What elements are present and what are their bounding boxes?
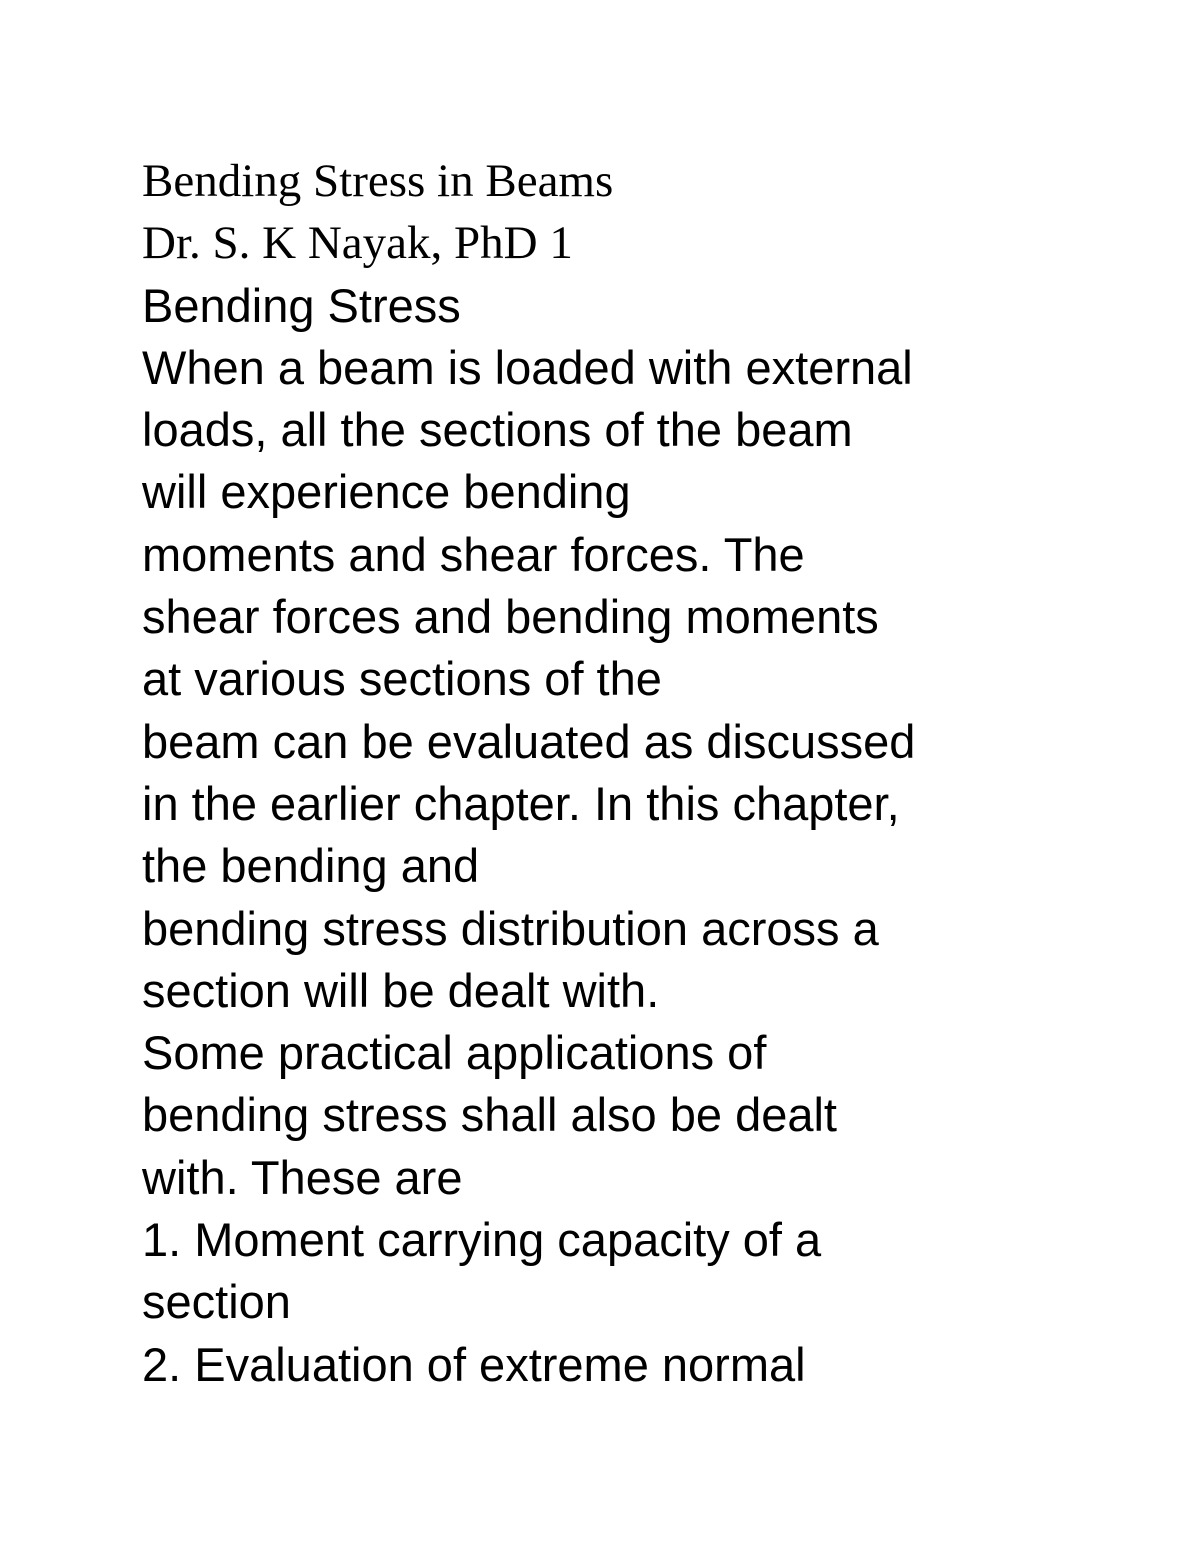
body-line: bending stress shall also be dealt [142, 1088, 837, 1142]
body-line: with. These are [142, 1150, 463, 1204]
body-line: beam can be evaluated as discussed [142, 714, 916, 768]
body-line: Some practical applications of [142, 1026, 767, 1080]
body-line: will experience bending [142, 465, 631, 519]
body-line: the bending and [142, 839, 480, 893]
author-line: Dr. S. K Nayak, PhD 1 [142, 217, 573, 270]
body-line: in the earlier chapter. In this chapter, [142, 776, 900, 830]
section-heading: Bending Stress [142, 278, 461, 332]
page-content [142, 150, 1142, 1396]
body-line: at various sections of the [142, 652, 662, 706]
body-line: moments and shear forces. The [142, 527, 805, 581]
list-item-1: 1. Moment carrying capacity of a [142, 1213, 822, 1267]
body-line: When a beam is loaded with external [142, 340, 913, 394]
list-item-2: 2. Evaluation of extreme normal [142, 1337, 806, 1391]
body-line: loads, all the sections of the beam [142, 403, 853, 457]
document-title: Bending Stress in Beams [142, 155, 614, 207]
body-line: section will be dealt with. [142, 963, 660, 1017]
body-line: bending stress distribution across a [142, 901, 879, 955]
body-line: section [142, 1275, 291, 1329]
body-line: shear forces and bending moments [142, 590, 879, 644]
